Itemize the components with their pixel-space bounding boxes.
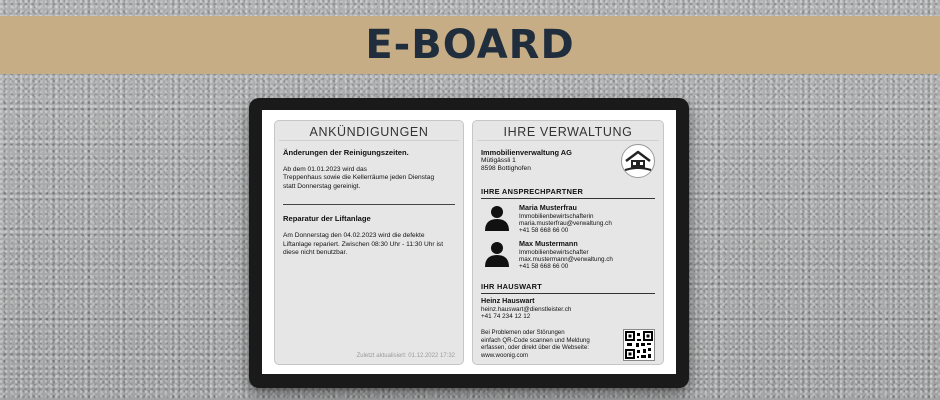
company-city: 8598 Bottighofen — [481, 165, 531, 172]
announcement-item — [283, 214, 455, 257]
company-name: Immobilienverwaltung AG — [481, 148, 572, 157]
title-banner — [0, 16, 940, 74]
announcement-line: Am Donnerstag den 04.02.2023 wird die defekte — [283, 232, 425, 240]
last-updated-text: Zuletzt aktualisiert: 01.12.2022 17:32 — [356, 353, 455, 359]
management-title: IHRE VERWALTUNG — [477, 121, 659, 141]
announcement-item — [283, 148, 455, 191]
tablet-screen — [262, 110, 676, 374]
qr-instructions — [481, 329, 606, 359]
house-logo-icon — [621, 144, 655, 178]
qr-code-icon[interactable] — [623, 329, 655, 361]
contact-name: Max Mustermann — [519, 239, 578, 248]
announcement-line: diese nicht benutzbar. — [283, 249, 348, 257]
caretaker-email[interactable]: heinz.hauswart@dienstleister.ch — [481, 305, 572, 313]
caretaker-heading: IHR HAUSWART — [481, 282, 655, 294]
announcement-divider — [283, 204, 455, 205]
contact-card — [481, 240, 655, 270]
contact-email[interactable]: maria.musterfrau@verwaltung.ch — [519, 219, 612, 227]
caretaker-phone: +41 74 234 12 12 — [481, 312, 531, 320]
qr-text-line: einfach QR-Code scannen und Meldung — [481, 336, 590, 344]
company-block — [481, 148, 655, 182]
company-street: Mütigässli 1 — [481, 157, 516, 164]
contact-role: Immobilienbewirtschafter — [519, 248, 589, 256]
e-board-tablet — [249, 98, 689, 388]
banner-title: E-BOARD — [365, 22, 575, 68]
management-panel — [472, 120, 664, 365]
contact-email[interactable]: max.mustermann@verwaltung.ch — [519, 255, 613, 263]
announcement-line: statt Donnerstag gereinigt. — [283, 182, 361, 190]
contact-card — [481, 204, 655, 234]
caretaker-name: Heinz Hauswart — [481, 296, 535, 305]
contacts-heading: IHRE ANSPRECHPARTNER — [481, 187, 655, 199]
announcement-line: Liftanlage repariert. Zwischen 08:30 Uhr - 11:30 Uhr ist — [283, 240, 444, 248]
announcement-title: Änderungen der Reinigungszeiten. — [283, 148, 409, 157]
qr-text-line: Bei Problemen oder Störungen — [481, 329, 565, 337]
contact-phone: +41 58 668 66 00 — [519, 227, 569, 235]
announcements-panel — [274, 120, 464, 365]
contact-name: Maria Musterfrau — [519, 203, 577, 212]
announcement-title: Reparatur der Liftanlage — [283, 214, 371, 224]
announcements-title: ANKÜNDIGUNGEN — [279, 121, 459, 141]
website-link[interactable]: www.woonig.com — [481, 351, 529, 359]
qr-section — [481, 329, 655, 361]
person-icon — [483, 204, 511, 232]
contact-role: Immobilienbewirtschafterin — [519, 212, 594, 220]
announcement-line: Treppenhaus sowie die Kellerräume jeden Dienstag — [283, 174, 435, 182]
announcement-line: Ab dem 01.01.2023 wird das — [283, 166, 367, 173]
qr-text-line: erfassen, oder direkt über die Webseite: — [481, 344, 589, 352]
contact-phone: +41 58 668 66 00 — [519, 263, 569, 271]
person-icon — [483, 240, 511, 268]
